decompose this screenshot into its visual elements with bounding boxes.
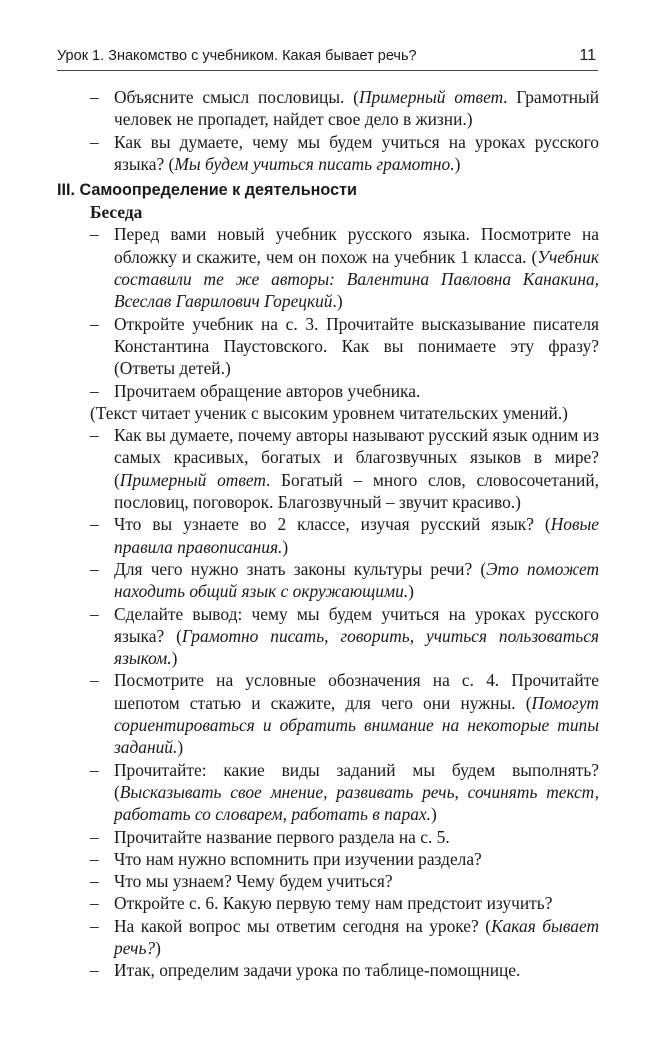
dash-marker: –: [90, 131, 99, 152]
italic-answer: Высказывать свое мнение, развивать речь, сочинять текст, работать со словарем, работать в парах.: [114, 781, 599, 825]
dialogue-item: [57, 131, 599, 176]
dash-marker: –: [90, 893, 99, 914]
running-header: [57, 44, 598, 71]
text-segment: Что вы узнаете во 2 классе, изучая русский язык? (: [114, 514, 551, 535]
dialogue-text: [114, 669, 599, 758]
dialogue-text: [114, 870, 599, 892]
dialogue-text: [114, 558, 599, 603]
italic-answer: Новые правила правописания.: [114, 514, 599, 557]
italic-answer: Примерный ответ: [358, 87, 504, 107]
dialogue-item: [57, 603, 599, 670]
dialogue-list-b: [57, 424, 599, 981]
dialogue-item: [57, 669, 599, 758]
dialogue-list-a: [57, 223, 599, 401]
text-segment: Как вы думаете, чему мы будем учиться на уроках русского языка? (: [114, 131, 599, 174]
dialogue-text: [114, 892, 599, 914]
text-segment: ): [171, 648, 178, 669]
italic-answer: Учебник составили те же авторы: Валентина Павловна Канакина, Всеслав Гаврилович Горецкий: [114, 246, 599, 312]
text-segment: Что нам нужно вспомнить при изучении раздела?: [114, 848, 482, 869]
dash-marker: –: [90, 848, 99, 869]
dialogue-text: [114, 313, 599, 380]
dialogue-item: [57, 848, 599, 870]
page-body: [57, 86, 599, 982]
text-segment: ): [177, 737, 184, 758]
dialogue-text: [114, 131, 599, 176]
dash-marker: –: [90, 603, 99, 624]
note: (Текст читает ученик с высоким уровнем читательских умений.): [90, 402, 568, 423]
dash-marker: –: [90, 670, 99, 691]
text-segment: Прочитайте название первого раздела на с. 5.: [114, 826, 450, 847]
italic-answer: Помогут сориентироваться и обратить внимание на некоторые типы заданий.: [114, 692, 599, 758]
dash-marker: –: [90, 514, 99, 535]
section-heading: III. Самоопределение к деятельности: [57, 181, 357, 200]
text-segment: ): [282, 536, 289, 557]
text-segment: Прочитайте: какие виды заданий мы будем выполнять? (: [114, 759, 599, 802]
text-segment: Итак, определим задачи урока по таблице-помощнице.: [114, 960, 521, 981]
dialogue-text: [114, 915, 599, 960]
text-segment: Откройте учебник на с. 3. Прочитайте высказывание писателя Константина Паустовского. Как вы понимаете эту фразу? (Ответы детей.): [114, 313, 599, 379]
dialogue-item: [57, 380, 599, 402]
dash-marker: –: [90, 224, 99, 245]
text-segment: Для чего нужно знать законы культуры речи? (: [114, 558, 487, 579]
dialogue-item: [57, 513, 599, 558]
subheading: Беседа: [90, 202, 143, 223]
text-segment: Что мы узнаем? Чему будем учиться?: [114, 871, 393, 892]
text-segment: Прочитаем обращение авторов учебника.: [114, 380, 421, 401]
dialogue-item: [57, 915, 599, 960]
text-segment: Откройте с. 6. Какую первую тему нам предстоит изучить?: [114, 893, 553, 914]
text-segment: ): [430, 804, 437, 825]
dash-marker: –: [90, 826, 99, 847]
dialogue-text: [114, 513, 599, 558]
dash-marker: –: [90, 915, 99, 936]
text-segment: .): [332, 291, 343, 312]
text-segment: Посмотрите на условные обозначения на с. 4. Прочитайте шепотом статью и скажите, для чего они нужны. (: [114, 670, 599, 713]
italic-answer: Грамотно писать, говорить, учиться пользоваться языком.: [114, 625, 599, 669]
dialogue-item: [57, 892, 599, 914]
dash-marker: –: [90, 759, 99, 780]
dialogue-text: [114, 223, 599, 312]
dialogue-text: [114, 86, 599, 131]
dialogue-item: [57, 959, 599, 981]
text-segment: . Богатый – много слов, словосочетаний, пословиц, поговорок. Благозвучный – звучит красиво.): [114, 469, 599, 513]
text-segment: . Грамотный человек не пропадет, найдет свое дело в жизни.): [114, 87, 600, 130]
dialogue-item: [57, 424, 599, 513]
dialogue-text: [114, 424, 599, 513]
dialogue-item: [57, 86, 599, 131]
dialogue-item: [57, 313, 599, 380]
dash-marker: –: [90, 425, 99, 446]
dialogue-item: [57, 759, 599, 826]
dialogue-text: [114, 848, 599, 870]
dash-marker: –: [90, 558, 99, 579]
dialogue-text: [114, 826, 599, 848]
text-segment: Объясните смысл пословицы. (: [114, 87, 359, 107]
dash-marker: –: [90, 380, 99, 401]
dialogue-text: [114, 759, 599, 826]
dash-marker: –: [90, 87, 99, 107]
italic-answer: Примерный ответ: [119, 469, 266, 490]
header-title: Урок 1. Знакомство с учебником. Какая бывает речь?: [57, 48, 417, 64]
text-segment: ): [155, 937, 161, 958]
page-number: 11: [579, 47, 596, 64]
dialogue-text: [114, 380, 599, 402]
text-segment: ): [454, 153, 461, 174]
dash-marker: –: [90, 313, 99, 334]
italic-answer: Это поможет находить общий язык с окружающими.: [114, 558, 599, 602]
text-segment: Сделайте вывод: чему мы будем учиться на уроках русского языка? (: [114, 603, 599, 646]
dialogue-list-top: [57, 86, 599, 175]
dialogue-text: [114, 959, 599, 981]
italic-answer: Какая бывает речь?: [114, 915, 599, 958]
dialogue-item: [57, 826, 599, 848]
text-segment: Как вы думаете, почему авторы называют русский язык одним из самых красивых, богатых и благозвучных языков в мире? (: [114, 425, 599, 490]
dialogue-item: [57, 558, 599, 603]
text-segment: На какой вопрос мы ответим сегодня на уроке? (: [114, 915, 492, 936]
dialogue-item: [57, 870, 599, 892]
dash-marker: –: [90, 871, 99, 892]
dialogue-item: [57, 223, 599, 312]
text-segment: Перед вами новый учебник русского языка. Посмотрите на обложку и скажите, чем он похож на учебник 1 класса. (: [114, 224, 599, 267]
dialogue-text: [114, 603, 599, 670]
italic-answer: Мы будем учиться писать грамотно.: [174, 153, 455, 174]
dash-marker: –: [90, 960, 99, 981]
text-segment: ): [408, 581, 414, 602]
